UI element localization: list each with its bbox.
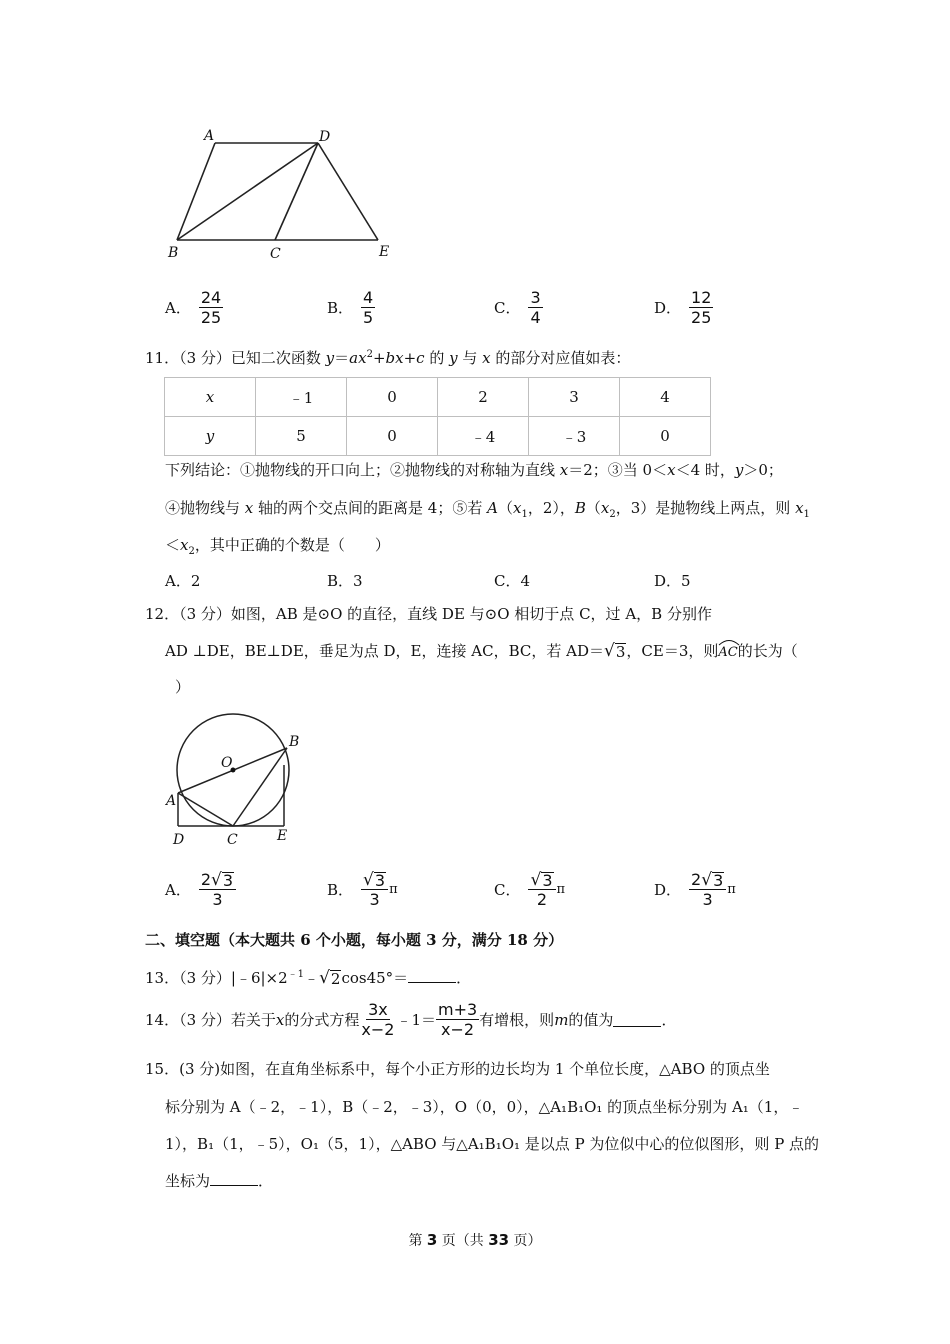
q12-stem-line2: AD ⊥DE，BE⊥DE，垂足为点 D，E，连接 AC，BC，若 AD＝ √ 3 ，CE＝3，则 AC的长为（: [165, 641, 798, 661]
fraction: 2 √ 3 3: [199, 870, 236, 909]
q11-conclusions-line3: $<x_2$，其中正确的个数是（ ）: [165, 536, 390, 557]
q11-option-c: C．4: [494, 572, 531, 590]
page-total: 33: [488, 1231, 510, 1249]
q15-stem-line3: 1），B₁（1，﹣5），O₁（5，1），△ABO 与△A₁B₁O₁ 是以点 P 为位似中心的位似图形，则 P 点的: [165, 1135, 820, 1153]
answer-blank[interactable]: [408, 968, 456, 983]
table-cell: 2: [438, 378, 529, 417]
table-row: [165, 378, 711, 417]
table-cell: ﹣1: [256, 378, 347, 417]
table-cell: 0: [620, 417, 711, 456]
q15-stem-line2: 标分别为 A（﹣2，﹣1），B（﹣2，﹣3），O（0，0），△A₁B₁O₁ 的顶点坐标分别为 A₁（1，﹣: [165, 1098, 804, 1116]
sqrt-expression: √ 3: [604, 641, 626, 661]
segment-ac: [178, 793, 233, 826]
q13-stem: 13．（3 分）$|﹣6|\times 2^{﹣1}﹣$ √ 2 cos45°＝ ．: [145, 968, 472, 988]
q11-conclusions-line2: ④抛物线与 x 轴的两个交点间的距离是 4；⑤若 $A(x_1$，2），$B(x_2$，3）是抛物线上两点，则 $x_1$: [165, 499, 810, 520]
q15-stem-line1: 15．(3 分)如图，在直角坐标系中，每个小正方形的边长均为 1 个单位长度，△ABO 的顶点坐: [145, 1060, 770, 1078]
label-a: A: [166, 793, 177, 809]
fraction: √ 3 2: [528, 870, 555, 909]
fraction: $\frac{3x}{x-2}$: [361, 1000, 395, 1039]
fraction: √ 3 3: [361, 870, 388, 909]
q10-option-c: C． $\frac{3}{4}$: [494, 288, 541, 327]
q11-option-d: D．5: [654, 572, 691, 590]
section-heading: 二、填空题（本大题共 6 个小题，每小题 3 分，满分 18 分）: [145, 931, 564, 949]
table-row: [165, 417, 711, 456]
table-header-y: y: [165, 417, 256, 456]
fraction: 2 √ 3 3: [689, 870, 726, 909]
figure-circle-tangent: [160, 705, 320, 850]
table-cell: ﹣3: [529, 417, 620, 456]
table-cell: 5: [256, 417, 347, 456]
table-header-x: x: [165, 378, 256, 417]
label-b: B: [289, 734, 300, 750]
q12-option-a: A． 2 √ 3 3: [165, 870, 237, 909]
label-c: C: [227, 832, 238, 848]
q12-stem-line1: 12．（3 分）如图，AB 是⊙O 的直径，直线 DE 与⊙O 相切于点 C，过 A，B 分别作: [145, 605, 712, 623]
q14-stem: 14．（3 分）若关于 x 的分式方程 $\frac{3x}{x-2}$ ﹣1＝ $\frac{m+3}{x-2}$ 有增根，则 m 的值为 ．: [145, 1000, 677, 1039]
q12-option-c: C． √ 3 2 π: [494, 870, 566, 909]
q12-option-b: B． √ 3 3 π: [327, 870, 398, 909]
segment-de: [318, 143, 378, 240]
label-e: E: [379, 244, 390, 260]
answer-blank[interactable]: [210, 1171, 258, 1186]
table-cell: 3: [529, 378, 620, 417]
fraction: $\frac{m+3}{x-2}$: [438, 1000, 478, 1039]
label-a: A: [204, 128, 215, 144]
fraction: $\frac{24}{25}$: [200, 288, 222, 327]
segment-ab: [177, 143, 215, 240]
q11-option-b: B．3: [327, 572, 363, 590]
sqrt-expression: √ 2: [319, 968, 341, 988]
label-d: D: [173, 832, 185, 848]
figure-parallelogram: [160, 120, 400, 265]
fraction: $\frac{4}{5}$: [363, 288, 374, 327]
answer-blank[interactable]: [613, 1012, 661, 1027]
label-b: B: [168, 245, 179, 261]
table-cell: 4: [620, 378, 711, 417]
label-d: D: [319, 129, 331, 145]
q10-option-d: D． $\frac{12}{25}$: [654, 288, 712, 327]
label-c: C: [270, 246, 281, 262]
q15-stem-line4: 坐标为 ．: [165, 1172, 274, 1190]
arc-ac: AC: [718, 643, 737, 663]
table-cell: ﹣4: [438, 417, 529, 456]
fraction: $\frac{3}{4}$: [530, 288, 541, 327]
q11-conclusions-line1: 下列结论：①抛物线的开口向上；②抛物线的对称轴为直线 x＝2；③当 0＜x＜4 时，y＞0；: [165, 461, 783, 479]
q11-option-a: A．2: [165, 572, 201, 590]
q11-value-table: [164, 377, 711, 456]
q12-stem-line3: ）: [175, 678, 191, 696]
label-e: E: [277, 828, 288, 844]
table-cell: 0: [347, 378, 438, 417]
table-cell: 0: [347, 417, 438, 456]
page-footer: 第 3 页（共 33 页）: [408, 1231, 542, 1249]
q12-option-d: D． 2 √ 3 3 π: [654, 870, 736, 909]
q10-option-b: B． $\frac{4}{5}$: [327, 288, 374, 327]
label-o: O: [221, 755, 233, 771]
q10-option-a: A． $\frac{24}{25}$: [165, 288, 222, 327]
fraction: $\frac{12}{25}$: [691, 288, 712, 327]
q11-stem: 11．（3 分）已知二次函数 $y=ax^2+bx+c$ 的 y 与 x 的部分对应值如表：: [145, 349, 631, 367]
page-number: 3: [426, 1231, 438, 1249]
